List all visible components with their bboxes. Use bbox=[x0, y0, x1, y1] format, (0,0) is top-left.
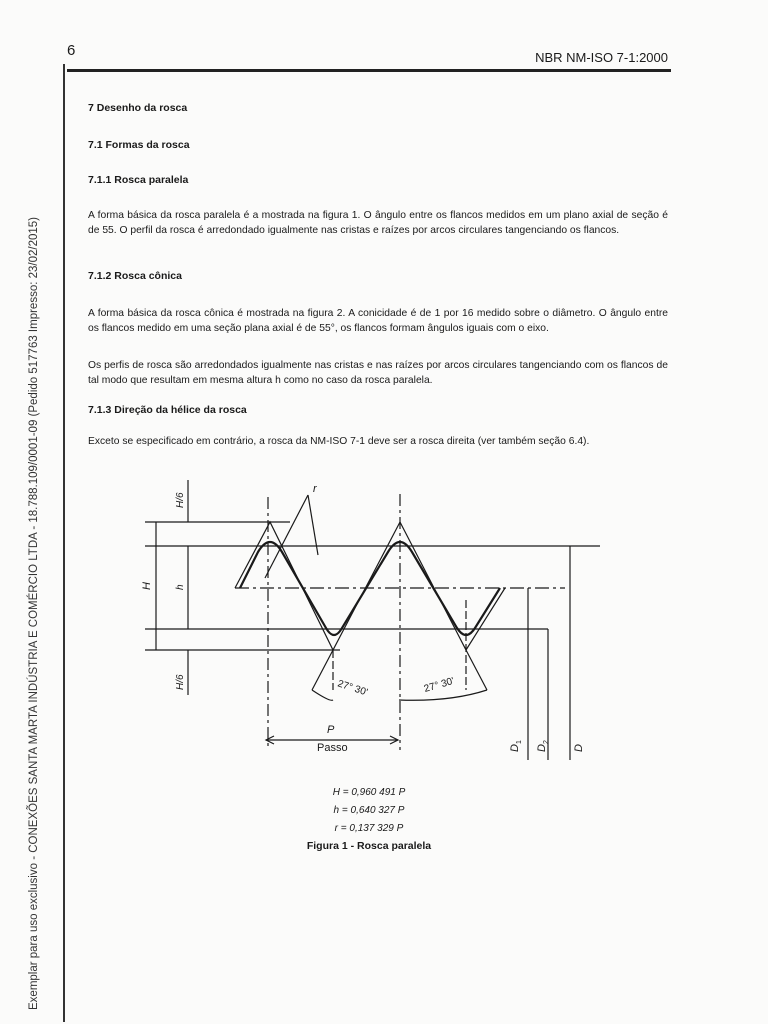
section-7-1-1-title: 7.1.1 Rosca paralela bbox=[88, 174, 189, 186]
passo-label: Passo bbox=[317, 742, 348, 754]
D-label: D bbox=[573, 744, 585, 752]
section-7-1-2-text-1: A forma básica da rosca cônica é mostrada na figura 2. A conicidade é de 1 por 16 medido sobre o diâmetro. O ângulo entre os flancos medido em uma seção plana axial é de 55°, os flancos formam ângulos iguais com o eixo. bbox=[88, 308, 668, 334]
formula-H: H = 0,960 491 P bbox=[332, 787, 406, 798]
side-watermark: Exemplar para uso exclusivo - CONEXÕES SANTA MARTA INDÚSTRIA E COMÉRCIO LTDA - 18.788.109/0001-09 (Pedido 517763 Impresso: 23/02/2015) bbox=[28, 216, 40, 1010]
section-7-1-3-title: 7.1.3 Direção da hélice da rosca bbox=[88, 404, 247, 416]
section-7-title: 7 Desenho da rosca bbox=[88, 102, 188, 114]
h6-bottom-label: H/6 bbox=[175, 674, 186, 690]
standard-code: NBR NM-ISO 7-1:2000 bbox=[535, 50, 668, 65]
figure-caption: Figura 1 - Rosca paralela bbox=[306, 840, 432, 852]
section-7-1-3-text: Exceto se especificado em contrário, a rosca da NM-ISO 7-1 deve ser a rosca direita (ver também seção 6.4). bbox=[88, 436, 590, 447]
radius-leader-1 bbox=[265, 495, 308, 578]
H-label: H bbox=[141, 582, 153, 590]
r-label: r bbox=[313, 483, 317, 495]
D1-label: D bbox=[509, 744, 521, 752]
section-7-1-2-title: 7.1.2 Rosca cônica bbox=[88, 270, 182, 282]
angle-right-label: 27° 30' bbox=[422, 675, 456, 695]
fundamental-triangle bbox=[235, 522, 505, 650]
D1-subscript: 1 bbox=[516, 740, 523, 744]
angle-arc-right bbox=[399, 690, 487, 700]
D2-subscript: 2 bbox=[543, 740, 550, 744]
P-label: P bbox=[327, 724, 335, 736]
angle-left-label: 27° 30' bbox=[336, 678, 369, 699]
formula-r: r = 0,137 329 P bbox=[334, 823, 404, 834]
section-7-1-title: 7.1 Formas da rosca bbox=[88, 139, 190, 151]
formula-h: h = 0,640 327 P bbox=[333, 805, 405, 816]
h-label: h bbox=[175, 584, 186, 590]
D2-label: D bbox=[536, 744, 548, 752]
page-number: 6 bbox=[67, 42, 76, 59]
h6-top-label: H/6 bbox=[175, 492, 186, 508]
angle-arc-left bbox=[312, 690, 333, 700]
section-7-1-2-text-2: Os perfis de rosca são arredondados igualmente nas cristas e nas raízes por arcos circulares tangenciando com os flancos de tal modo que resultam em mesma altura h como no caso da rosca paralela. bbox=[88, 360, 668, 386]
section-7-1-1-text: A forma básica da rosca paralela é a mostrada na figura 1. O ângulo entre os flancos medidos em um plano axial de seção é de 55. O perfil da rosca é arredondado igualmente nas cristas e raízes por arcos circulares tangenciando os flancos. bbox=[88, 210, 668, 236]
